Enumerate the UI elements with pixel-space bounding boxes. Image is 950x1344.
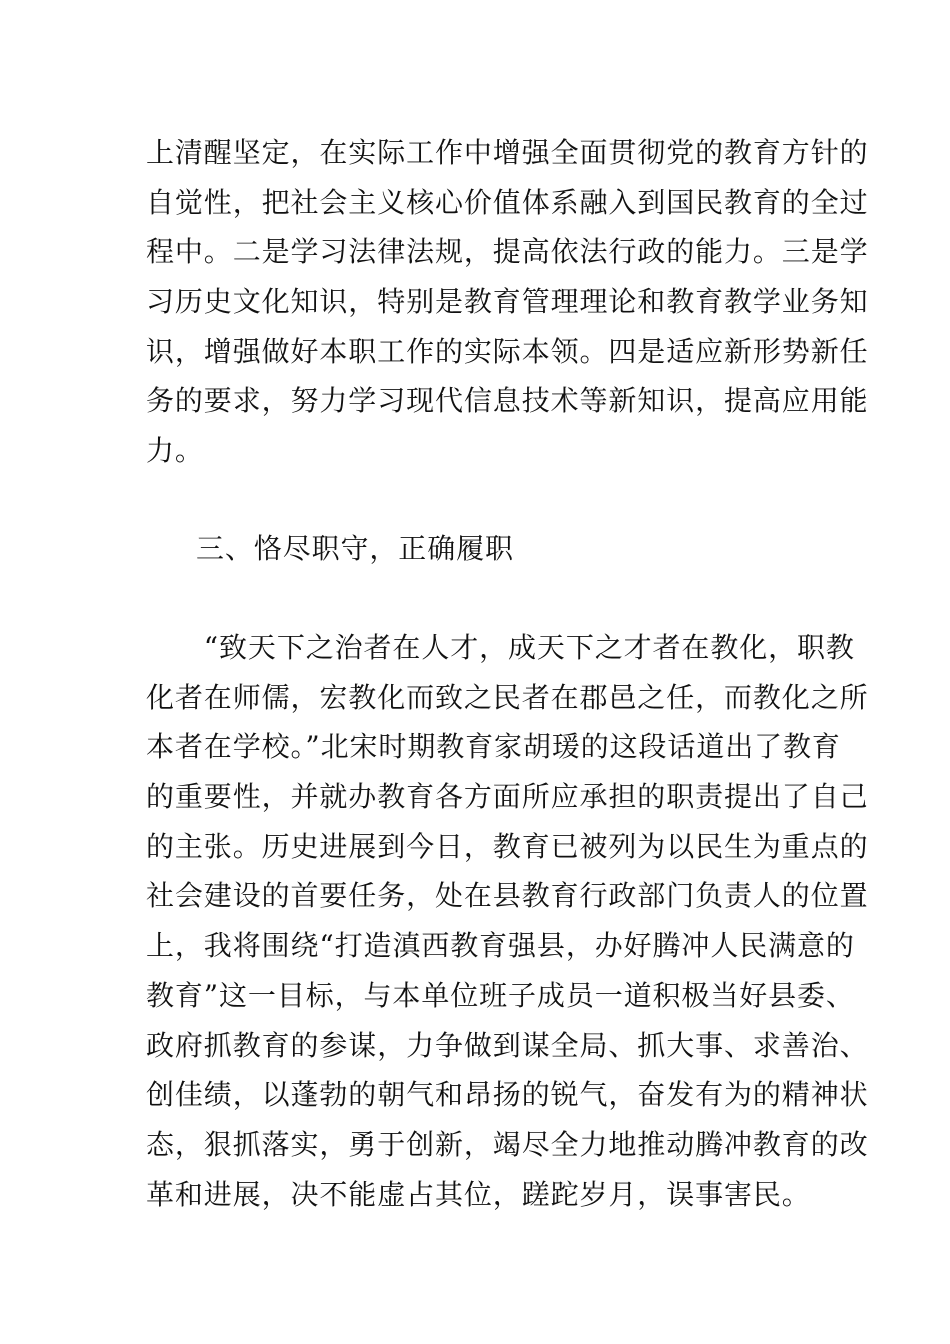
text-line: 自觉性，把社会主义核心价值体系融入到国民教育的全过 [146,185,869,219]
section-heading-text: 三、恪尽职守，正确履职 [196,532,514,565]
text-line: “致天下之治者在人才，成天下之才者在教化，职教 [146,631,855,664]
text-line: 上，我将围绕“打造滇西教育强县，办好腾冲人民满意的 [146,929,855,963]
text-line: 本者在学校。”北宋时期教育家胡瑗的这段话道出了教育 [146,730,841,764]
text-line: 化者在师儒，宏教化而致之民者在郡邑之任，而教化之所 [146,680,869,714]
text-line: 革和进展，决不能虚占其位，蹉跎岁月，误事害民。 [146,1177,811,1211]
text-line: 的重要性，并就办教育各方面所应承担的职责提出了自己 [146,780,869,814]
text-line: 政府抓教育的参谋，力争做到谋全局、抓大事、求善治、 [146,1028,869,1062]
text-line: 习历史文化知识，特别是教育管理理论和教育教学业务知 [146,285,869,319]
text-line: 力。 [146,434,204,468]
paragraph [146,623,869,1219]
section-heading [196,524,796,574]
text-line: 教育”这一目标，与本单位班子成员一道积极当好县委、 [146,978,855,1012]
paragraph-continued [146,128,869,476]
text-line: 上清醒坚定，在实际工作中增强全面贯彻党的教育方针的 [146,136,869,169]
text-line: 态，狠抓落实，勇于创新，竭尽全力地推动腾冲教育的改 [146,1127,869,1161]
text-line: 社会建设的首要任务，处在县教育行政部门负责人的位置 [146,879,869,913]
text-line: 创佳绩，以蓬勃的朝气和昂扬的锐气，奋发有为的精神状 [146,1078,869,1112]
text-line: 务的要求，努力学习现代信息技术等新知识，提高应用能 [146,384,869,418]
text-line: 识，增强做好本职工作的实际本领。四是适应新形势新任 [146,334,869,368]
text-line: 的主张。历史进展到今日，教育已被列为以民生为重点的 [146,829,869,863]
text-line: 程中。二是学习法律法规，提高依法行政的能力。三是学 [146,235,869,269]
